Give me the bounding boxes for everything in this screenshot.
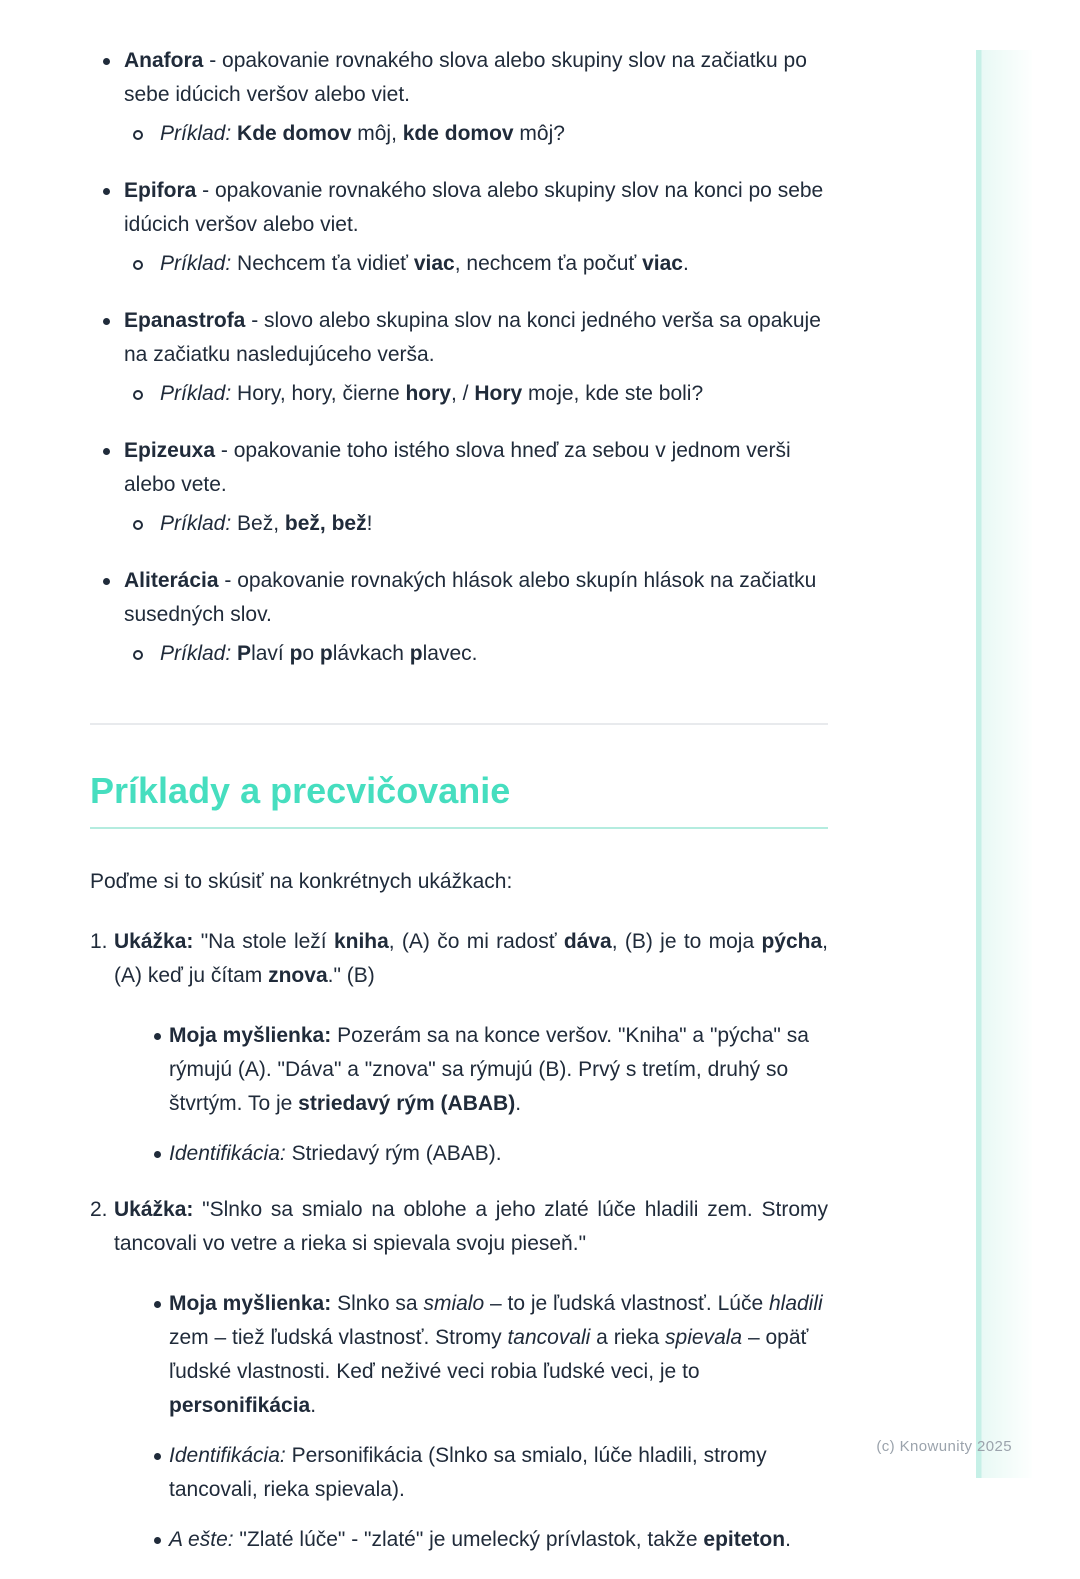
intro-paragraph: Poďme si to skúsiť na konkrétnych ukážkach: [90,870,513,893]
exercise-item-2 [90,1193,828,1557]
exercise-item-1 [90,925,828,1171]
device-definition: Aliterácia - opakovanie rovnakých hlások alebo skupín hlások na začiatku susedných slov. [124,569,817,626]
note-item: Moja myšlienka: Pozerám sa na konce veršov. "Kniha" a "pýcha" sa rýmujú (A). "Dáva" a "znova" sa rýmujú (B). Prvý s tretím, druhý so štvrtým. To je striedavý rým (ABAB). [114,1019,828,1121]
exercise-notes [114,1287,828,1557]
device-item-epizeuxa [90,434,828,541]
device-item-epanastrofa [90,304,828,411]
footer-credit: (c) Knowunity 2025 [876,1438,1012,1455]
section-heading: Príklady a precvičovanie [90,769,828,829]
device-item-anafora [90,44,828,151]
device-item-aliteracia [90,564,828,671]
exercise-number: 2. [90,1198,108,1221]
section-divider [90,723,828,725]
device-definition: Epifora - opakovanie rovnakého slova alebo skupiny slov na konci po sebe idúcich veršov alebo viet. [124,179,824,236]
device-definition: Epanastrofa - slovo alebo skupina slov na konci jedného verša sa opakuje na začiatku nasledujúceho verša. [124,309,821,366]
sidebar-accent-bar [976,50,1032,1478]
device-example: Príklad: Nechcem ťa vidieť viac, nechcem ťa počuť viac. [124,247,828,281]
device-example: Príklad: Plaví po plávkach plavec. [124,637,828,671]
content [90,44,828,1579]
device-example: Príklad: Kde domov môj, kde domov môj? [124,117,828,151]
exercises-list [90,925,828,1557]
device-definition: Epizeuxa - opakovanie toho istého slova hneď za sebou v jednom verši alebo vete. [124,439,791,496]
exercise-notes [114,1019,828,1171]
note-item: Identifikácia: Striedavý rým (ABAB). [114,1137,828,1171]
literary-devices-list [90,44,828,671]
device-example: Príklad: Hory, hory, čierne hory, / Hory moje, kde ste boli? [124,377,828,411]
device-definition: Anafora - opakovanie rovnakého slova alebo skupiny slov na začiatku po sebe idúcich veršov alebo viet. [124,49,807,106]
exercise-number: 1. [90,930,108,953]
exercise-prompt: Ukážka: "Na stole leží kniha, (A) čo mi radosť dáva, (B) je to moja pýcha, (A) keď ju čítam znova." (B) [114,930,828,987]
note-item: A ešte: "Zlaté lúče" - "zlaté" je umelecký prívlastok, takže epiteton. [114,1523,828,1557]
exercise-prompt: Ukážka: "Slnko sa smialo na oblohe a jeho zlaté lúče hladili zem. Stromy tancovali vo vetre a rieka si spievala svoju pieseň." [114,1198,828,1255]
device-item-epifora [90,174,828,281]
device-example: Príklad: Bež, bež, bež! [124,507,828,541]
note-item: Moja myšlienka: Slnko sa smialo – to je ľudská vlastnosť. Lúče hladili zem – tiež ľudská vlastnosť. Stromy tancovali a rieka spievala – opäť ľudské vlastnosti. Keď neživé veci robia ľudské veci, je to personifikácia. [114,1287,828,1423]
note-item: Identifikácia: Personifikácia (Slnko sa smialo, lúče hladili, stromy tancovali, rieka spievala). [114,1439,828,1507]
